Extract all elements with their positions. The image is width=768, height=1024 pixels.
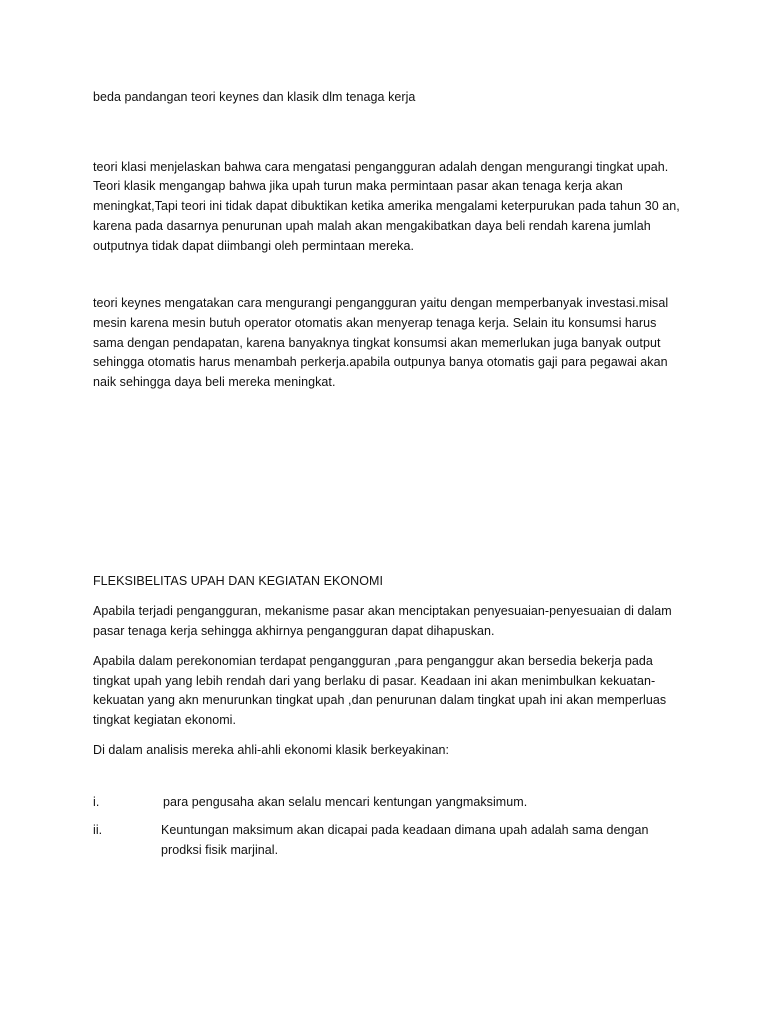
list-item-text: para pengusaha akan selalu mencari kentungan yangmaksimum. (163, 795, 528, 810)
list-item-text: Keuntungan maksimum akan dicapai pada keadaan dimana upah adalah sama dengan prodksi fisik marjinal. (161, 823, 649, 857)
list-spacer (93, 770, 685, 793)
document-title: beda pandangan teori keynes dan klasik dlm tenaga kerja (93, 90, 416, 104)
section-paragraph-1: Apabila terjadi pengangguran, mekanisme pasar akan menciptakan penyesuaian-penyesuaian di dalam pasar tenaga kerja sehingga akhirnya pengangguran dapat dihapuskan. (93, 604, 672, 639)
list-item (93, 793, 685, 813)
paragraph-klasik: teori klasi menjelaskan bahwa cara mengatasi pengangguran adalah dengan mengurangi tingkat upah. Teori klasik mengangap bahwa jika upah turun maka permintaan pasar akan tenaga kerja akan meningkat,Tapi teori ini tidak dapat dibuktikan ketika amerika mengalami keterpurukan pada tahun 30 an, karena pada dasarnya penurunan upah malah akan mengakibatkan daya beli rendah karena jumlah outputnya tidak dapat diimbangi oleh permintaan mereka. (93, 159, 680, 253)
list-item (93, 821, 685, 860)
list-marker: i. (93, 795, 100, 810)
paragraph-keynes: teori keynes mengatakan cara mengurangi pengangguran yaitu dengan memperbanyak investasi.misal mesin karena mesin butuh operator otomatis akan menyerap tenaga kerja. Selain itu konsumsi harus sama dengan pendapatan, karena banyaknya tingkat konsumsi akan memerlukan juga banyak output sehingga otomatis harus menambah perkerja.apabila outpunya banya otomatis gaji para pegawai akan naik sehingga daya beli mereka meningkat. (93, 296, 669, 390)
section-heading: FLEKSIBELITAS UPAH DAN KEGIATAN EKONOMI (93, 573, 383, 588)
section-paragraph-2: Apabila dalam perekonomian terdapat pengangguran ,para penganggur akan bersedia bekerja pada tingkat upah yang lebih rendah dari yang berlaku di pasar. Keadaan ini akan menimbulkan kekuatan-kekuatan yang akn menurunkan tingkat upah ,dan penurunan dalam tingkat upah ini akan memperluas tingkat kegiatan ekonomi. (93, 653, 667, 727)
blank-space (93, 393, 685, 572)
document-body (93, 88, 685, 868)
list-marker: ii. (93, 823, 103, 838)
section-paragraph-3: Di dalam analisis mereka ahli-ahli ekonomi klasik berkeyakinan: (93, 742, 450, 757)
